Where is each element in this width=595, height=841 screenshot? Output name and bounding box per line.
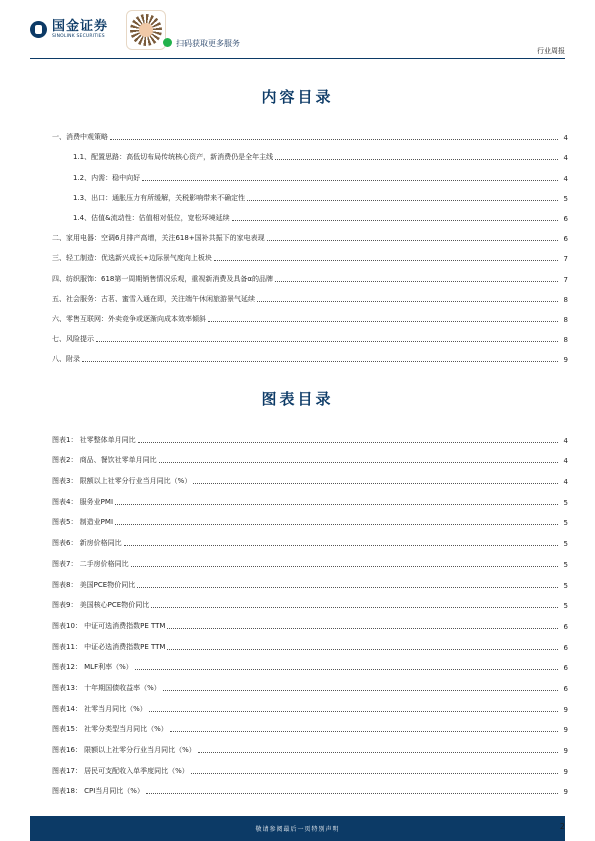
qr-caption: 扫码获取更多服务	[176, 39, 240, 48]
figure-entry-label: 图表17： 居民可支配收入单季度同比（%）	[52, 766, 189, 775]
figure-entry[interactable]	[52, 693, 568, 714]
figure-entry-page: 9	[563, 747, 568, 755]
figure-entry-label: 图表2： 商品、餐饮社零单月同比	[52, 456, 157, 465]
figure-entry-page: 6	[563, 684, 568, 693]
figure-entry-label: 图表14： 社零当月同比（%）	[52, 704, 147, 713]
figure-entry-page: 5	[563, 602, 568, 611]
figure-entry-label: 图表13： 十年期国债收益率（%）	[52, 683, 161, 692]
dot-leader	[275, 159, 558, 160]
toc-entry-label: 1.1、配置思路：高低切布局传统核心资产，新消费仍是全年主线	[73, 153, 274, 162]
toc-entry-page: 7	[563, 255, 568, 264]
toc-entry-label: 五、社会服务：古茗、蜜雪入通在即，关注端午休闲旅游景气延续	[52, 294, 255, 303]
dot-leader	[149, 711, 558, 712]
toc-entry[interactable]	[52, 243, 568, 263]
footer-disclaimer[interactable]: 敬请参阅最后一页特别声明	[255, 826, 340, 833]
footer-bar	[30, 816, 565, 841]
figure-entry-label: 图表4： 服务业PMI	[52, 497, 114, 506]
qr-code-icon[interactable]	[126, 10, 166, 50]
dot-leader	[247, 200, 558, 201]
figure-entry[interactable]	[52, 548, 568, 569]
figure-entry-label: 图表1： 社零整体单月同比	[52, 435, 136, 444]
dot-leader	[159, 462, 558, 463]
dot-leader	[257, 301, 558, 302]
figure-entry-page: 5	[563, 519, 568, 528]
page-header	[0, 0, 595, 60]
figure-entry[interactable]	[52, 672, 568, 693]
toc-entry-label: 三、轻工制造：优选新兴成长+边际景气度向上板块	[52, 254, 212, 263]
figure-entry-label: 图表10： 中证可选消费指数PE TTM	[52, 621, 166, 630]
figure-entry-label: 图表5： 制造业PMI	[52, 518, 114, 527]
dot-leader	[110, 139, 558, 140]
figure-entry[interactable]	[52, 486, 568, 507]
figure-entry-label: 图表6： 新房价格同比	[52, 539, 122, 548]
dot-leader	[151, 607, 558, 608]
company-logo	[30, 20, 108, 40]
dot-leader	[135, 669, 558, 670]
dot-leader	[142, 180, 558, 181]
figure-entry[interactable]	[52, 507, 568, 528]
figure-entry[interactable]	[52, 631, 568, 652]
figure-entry-page: 9	[563, 767, 568, 776]
toc-entry[interactable]	[52, 142, 568, 162]
toc-entry-page: 8	[563, 295, 568, 304]
dot-leader	[275, 281, 558, 282]
figure-entry-label: 图表9： 美国核心PCE物价同比	[52, 601, 150, 610]
figure-entry-label: 图表11： 中证必选消费指数PE TTM	[52, 642, 166, 651]
figure-entry-page: 5	[563, 498, 568, 507]
dot-leader	[214, 260, 558, 261]
page-number: 2	[559, 822, 565, 831]
toc-entry[interactable]	[52, 263, 568, 283]
toc-title: 内容目录	[261, 88, 334, 106]
toc-entry[interactable]	[52, 183, 568, 203]
figure-entry[interactable]	[52, 714, 568, 735]
toc-list	[52, 122, 568, 364]
wechat-badge-icon	[163, 38, 172, 47]
figure-entry-label: 图表3： 限额以上社零分行业当月同比（%）	[52, 477, 192, 486]
toc-entry-label: 六、零售互联网：外卖竞争或逐渐向成本效率倾斜	[52, 314, 206, 323]
figure-list-title: 图表目录	[261, 390, 334, 408]
toc-entry-page: 5	[563, 194, 568, 203]
figure-entry-page: 9	[563, 705, 568, 714]
toc-entry[interactable]	[52, 284, 568, 304]
figure-entry[interactable]	[52, 755, 568, 776]
figure-entry-label: 图表12： MLF利率（%）	[52, 663, 133, 672]
dot-leader	[267, 240, 558, 241]
dot-leader	[167, 628, 558, 629]
figure-entry-page: 6	[563, 643, 568, 652]
toc-entry-page: 8	[563, 336, 568, 345]
dot-leader	[146, 793, 558, 794]
toc-entry[interactable]	[52, 122, 568, 142]
figure-entry-label: 图表18： CPI当月同比（%）	[52, 787, 144, 796]
header-divider	[30, 58, 565, 59]
toc-entry-page: 9	[563, 356, 568, 365]
dot-leader	[232, 220, 558, 221]
figure-entry-page: 6	[563, 622, 568, 631]
figure-entry[interactable]	[52, 652, 568, 673]
dot-leader	[131, 566, 558, 567]
toc-entry[interactable]	[52, 162, 568, 182]
figure-entry-label: 图表8： 美国PCE物价同比	[52, 580, 136, 589]
dot-leader	[138, 442, 558, 443]
dot-leader	[96, 341, 558, 342]
toc-entry[interactable]	[52, 344, 568, 364]
toc-entry-page: 4	[563, 174, 568, 183]
toc-entry-label: 1.3、出口：通胀压力有所缓解，关税影响带来不确定性	[73, 193, 246, 202]
report-type: 行业周报	[537, 47, 565, 55]
dot-leader	[115, 524, 558, 525]
dot-leader	[124, 545, 558, 546]
figure-entry[interactable]	[52, 610, 568, 631]
figure-entry-page: 4	[563, 436, 568, 445]
toc-entry-page: 6	[563, 235, 568, 244]
figure-entry-page: 4	[563, 478, 568, 487]
figure-entry-label: 图表15： 社零分类型当月同比（%）	[52, 725, 168, 734]
toc-entry-label: 七、风险提示	[52, 335, 94, 344]
figure-entry-page: 9	[563, 726, 568, 735]
toc-entry[interactable]	[52, 203, 568, 223]
dot-leader	[198, 752, 558, 753]
figure-entry[interactable]	[52, 776, 568, 797]
dot-leader	[167, 649, 558, 650]
toc-entry[interactable]	[52, 324, 568, 344]
figure-entry-label: 图表16： 限额以上社零分行业当月同比（%）	[52, 746, 196, 754]
logo-name-cn: 国金证券	[52, 19, 109, 34]
figure-entry-page: 9	[563, 788, 568, 797]
figure-list	[52, 424, 568, 796]
dot-leader	[163, 690, 558, 691]
figure-entry[interactable]	[52, 424, 568, 445]
toc-entry-page: 4	[563, 134, 568, 143]
toc-entry[interactable]	[52, 223, 568, 243]
figure-entry-page: 5	[563, 581, 568, 590]
toc-entry[interactable]	[52, 304, 568, 324]
figure-entry-page: 5	[563, 540, 568, 549]
dot-leader	[115, 504, 558, 505]
figure-entry-page: 4	[563, 457, 568, 466]
toc-entry-page: 6	[563, 214, 568, 223]
toc-entry-page: 4	[563, 154, 568, 163]
dot-leader	[82, 361, 558, 362]
dot-leader	[191, 773, 558, 774]
toc-entry-label: 1.2、内需：稳中向好	[73, 173, 141, 182]
dot-leader	[193, 483, 558, 484]
figure-entry-page: 6	[563, 664, 568, 673]
figure-entry[interactable]	[52, 527, 568, 548]
figure-entry[interactable]	[52, 445, 568, 466]
dot-leader	[137, 587, 558, 588]
toc-entry-label: 一、消费中观策略	[52, 133, 108, 142]
toc-entry-page: 7	[563, 275, 568, 284]
logo-mark-icon	[30, 21, 47, 38]
toc-entry-label: 1.4、估值&流动性：估值相对低位，宽松环境延续	[73, 213, 230, 222]
figure-entry[interactable]	[52, 734, 568, 755]
toc-entry-page: 8	[563, 315, 568, 324]
figure-entry-page: 5	[563, 560, 568, 569]
figure-entry-label: 图表7： 二手房价格同比	[52, 559, 129, 568]
figure-entry[interactable]	[52, 465, 568, 486]
figure-entry[interactable]	[52, 590, 568, 611]
toc-entry-label: 八、附录	[52, 355, 80, 364]
toc-entry-label: 四、纺织服饰：618第一周期销售情况乐观，重视新消费及具备α的品牌	[52, 274, 273, 283]
dot-leader	[208, 321, 558, 322]
logo-name-en: SINOLINK SECURITIES	[52, 34, 105, 39]
dot-leader	[170, 731, 558, 732]
figure-entry[interactable]	[52, 569, 568, 590]
toc-entry-label: 二、家用电器：空调6月排产高增，关注618+国补共振下的家电表现	[52, 234, 265, 243]
